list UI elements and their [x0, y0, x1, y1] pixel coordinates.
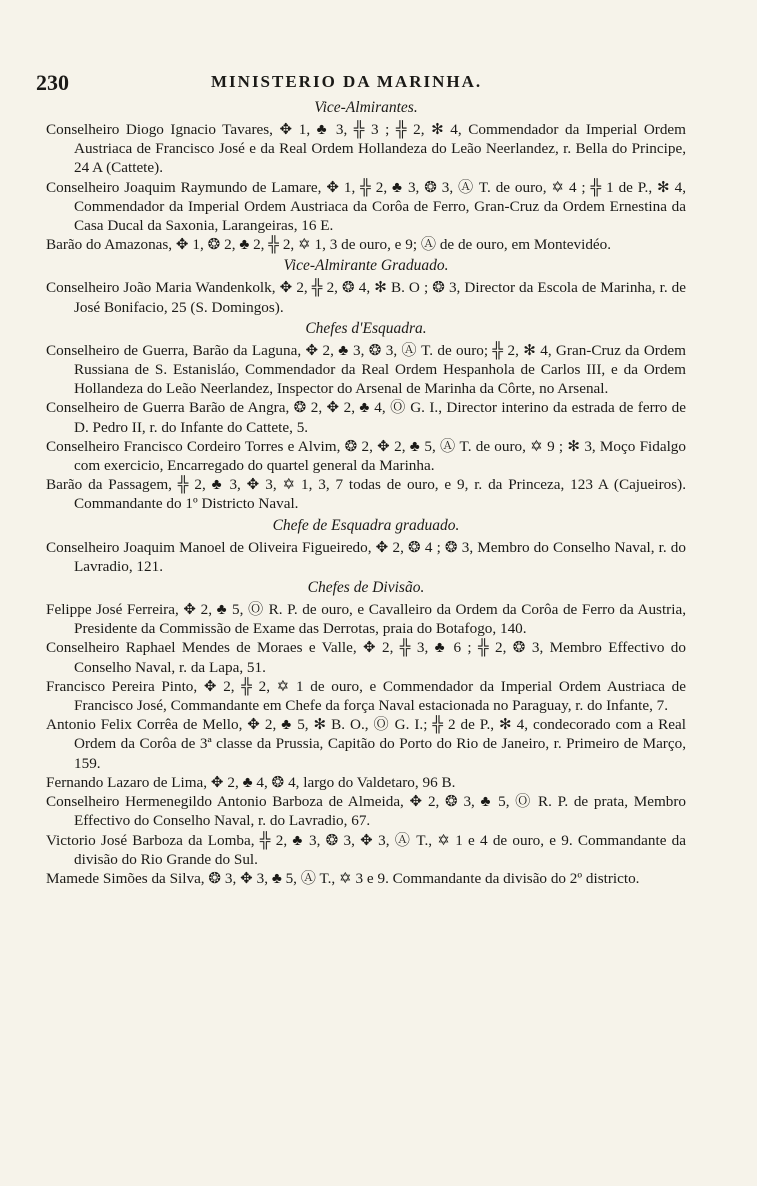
- section-title: Vice-Almirante Graduado.: [283, 257, 449, 275]
- list-entry: Conselheiro de Guerra, Barão da Laguna, ✥ 2, ♣ 3, ❂ 3, Ⓐ T. de ouro; ╬ 2, ✻ 4, Gran-Cruz da Ordem Russiana de S. Estanisláo, Commendador da Real Ordem Hespanhola de Carlos III, e da Ordem Hollandeza do Leão Neerlandez, Inspector do Arsenal de Marinha da Côrte, no Arsenal.: [46, 341, 686, 398]
- list-entry: Barão do Amazonas, ✥ 1, ❂ 2, ♣ 2, ╬ 2, ✡ 1, 3 de ouro, e 9; Ⓐ de de ouro, em Montevidéo.: [46, 236, 612, 254]
- document-body: [46, 96, 686, 888]
- list-entry: Barão da Passagem, ╬ 2, ♣ 3, ✥ 3, ✡ 1, 3, 7 todas de ouro, e 9, r. da Princeza, 123 A (Cajueiros). Commandante do 1º Districto Naval.: [46, 476, 686, 513]
- section-title: Chefe de Esquadra graduado.: [272, 516, 460, 534]
- section-title: Vice-Almirantes.: [314, 99, 418, 116]
- page-number: 230: [36, 70, 69, 95]
- list-entry: Conselheiro Joaquim Raymundo de Lamare, ✥ 1, ╬ 2, ♣ 3, ❂ 3, Ⓐ T. de ouro, ✡ 4 ; ╬ 1 de P., ✻ 4, Commendador da Imperial Ordem Austriaca da Corôa de Ferro, Gran-Cruz da Ordem Ernestina da Casa Ducal da Saxonia, Larangeiras, 16 E.: [46, 178, 686, 235]
- list-entry: Conselheiro Hermenegildo Antonio Barboza de Almeida, ✥ 2, ❂ 3, ♣ 5, Ⓞ R. P. de prata, Membro Effectivo do Conselho Naval, r. do Lavradio, 67.: [46, 793, 686, 830]
- list-entry: Francisco Pereira Pinto, ✥ 2, ╬ 2, ✡ 1 de ouro, e Commendador da Imperial Ordem Austriaca de Francisco José, Commandante em Chefe da força Naval estacionada no Paraguay, r. do Infante, 7.: [46, 677, 686, 715]
- page-header: [36, 70, 717, 96]
- list-entry: Mamede Simões da Silva, ❂ 3, ✥ 3, ♣ 5, Ⓐ T., ✡ 3 e 9. Commandante da divisão do 2º districto.: [46, 869, 640, 887]
- list-entry: Conselheiro Joaquim Manoel de Oliveira Figueiredo, ✥ 2, ❂ 4 ; ❂ 3, Membro do Conselho Naval, r. do Lavradio, 121.: [46, 538, 686, 575]
- running-title: MINISTERIO DA MARINHA.: [211, 72, 483, 91]
- section-title: Chefes de Divisão.: [307, 579, 425, 597]
- list-entry: Antonio Felix Corrêa de Mello, ✥ 2, ♣ 5, ✻ B. O., Ⓞ G. I.; ╬ 2 de P., ✻ 4, condecorado com a Real Ordem da Corôa de 3ª classe da Prussia, Capitão do Porto do Rio de Janeiro, r. Primeiro de Março, 159.: [46, 716, 686, 772]
- list-entry: Conselheiro de Guerra Barão de Angra, ❂ 2, ✥ 2, ♣ 4, Ⓞ G. I., Director interino da estrada de ferro de D. Pedro II, r. do Infante do Cattete, 5.: [46, 399, 686, 436]
- list-entry: Felippe José Ferreira, ✥ 2, ♣ 5, Ⓞ R. P. de ouro, e Cavalleiro da Ordem da Corôa de Ferro da Austria, Presidente da Commissão de Exame das Derrotas, praia do Botafogo, 140.: [46, 601, 686, 638]
- list-entry: Conselheiro João Maria Wandenkolk, ✥ 2, ╬ 2, ❂ 4, ✻ B. O ; ❂ 3, Director da Escola de Marinha, r. de José Bonifacio, 25 (S. Domingos).: [46, 279, 686, 316]
- list-entry: Conselheiro Francisco Cordeiro Torres e Alvim, ❂ 2, ✥ 2, ♣ 5, Ⓐ T. de ouro, ✡ 9 ; ✻ 3, Moço Fidalgo com exercicio, Encarregado do quartel general da Marinha.: [46, 437, 686, 475]
- list-entry: Conselheiro Raphael Mendes de Moraes e Valle, ✥ 2, ╬ 3, ♣ 6 ; ╬ 2, ❂ 3, Membro Effectivo do Conselho Naval, r. da Lapa, 51.: [46, 639, 686, 676]
- list-entry: Conselheiro Diogo Ignacio Tavares, ✥ 1, ♣ 3, ╬ 3 ; ╬ 2, ✻ 4, Commendador da Imperial Ordem Austriaca de Francisco José e da Real Ordem Hollandeza do Leão Neerlandez, r. Bella do Principe, 24 A (Cattete).: [46, 121, 686, 177]
- section-title: Chefes d'Esquadra.: [305, 319, 427, 337]
- list-entry: Victorio José Barboza da Lomba, ╬ 2, ♣ 3, ❂ 3, ✥ 3, Ⓐ T., ✡ 1 e 4 de ouro, e 9. Commandante da divisão do Rio Grande do Sul.: [46, 831, 686, 868]
- list-entry: Fernando Lazaro de Lima, ✥ 2, ♣ 4, ❂ 4, largo do Valdetaro, 96 B.: [46, 773, 456, 791]
